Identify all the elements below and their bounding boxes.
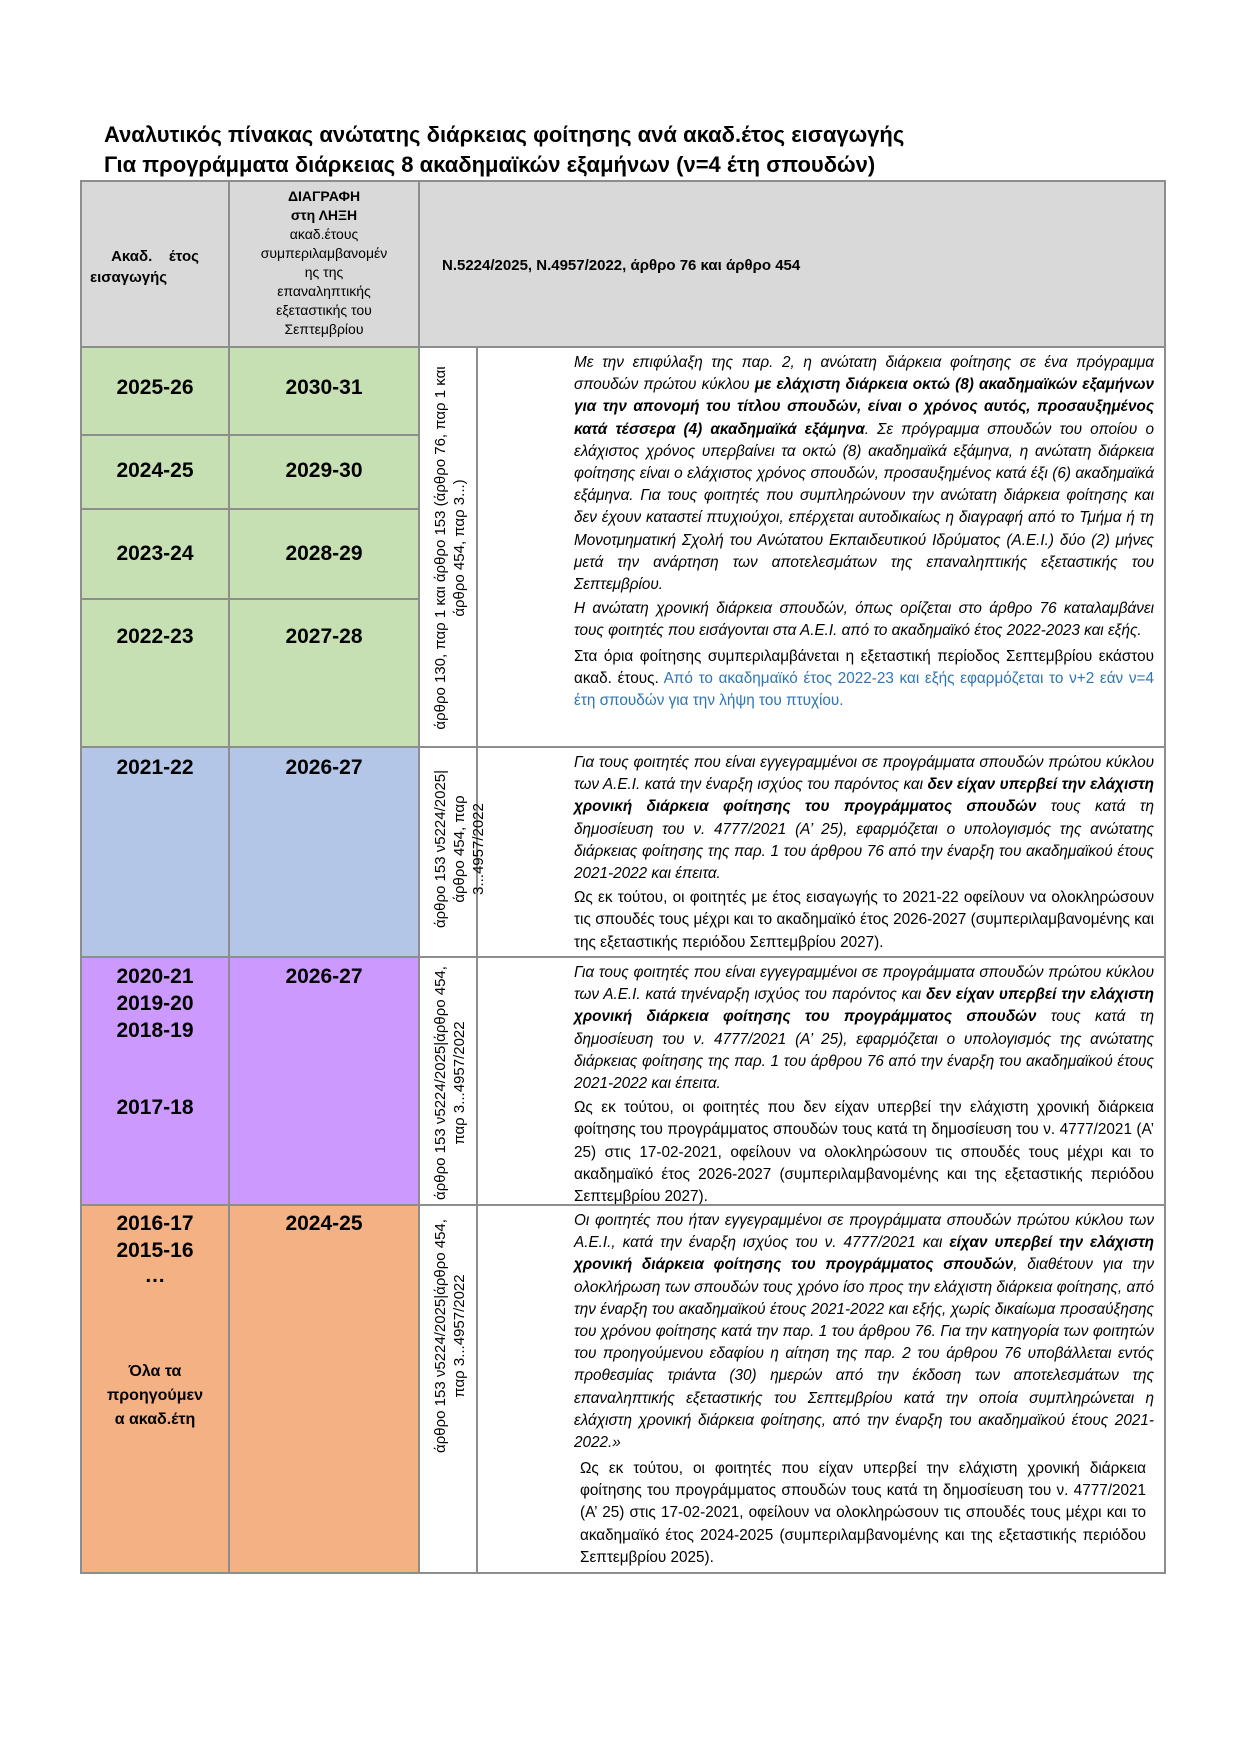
- g3-year-cell: [80, 956, 230, 1206]
- header-deletion-l8: Σεπτεμβρίου: [284, 321, 364, 337]
- page-title: Αναλυτικός πίνακας ανώτατης διάρκειας φοίτησης ανά ακαδ.έτος εισαγωγής: [104, 122, 905, 147]
- g4-all-prev-l1: Όλα τα: [128, 1363, 182, 1380]
- g4-year-3: …: [144, 1264, 166, 1287]
- g4-p1a: Οι φοιτητές που ήταν εγγεγραμμένοι σε προγράμματα σπουδών πρώτου κύκλου των Α.Ε.Ι., κατά την έναρξη ισχύος του ν. 4777/2021 και: [574, 1212, 1154, 1252]
- g1-deletion-col: [228, 346, 420, 748]
- g1-year-4: 2022-23: [116, 625, 194, 648]
- header-deletion-l4: συμπεριλαμβανομέν: [260, 245, 388, 261]
- g2-ref-cell: [418, 746, 487, 958]
- g3-p1a: Για τους φοιτητές που είναι εγγεγραμμένοι σε προγράμματα σπουδών πρώτου κύκλου των Α.Ε.Ι. κατά τηνέναρξη ισχύος του παρόντος και: [574, 964, 1154, 1004]
- g2-text-cell: [476, 746, 1166, 958]
- g3-deletion: 2026-27: [285, 965, 363, 988]
- header-law-text: Ν.5224/2025, Ν.4957/2022, άρθρο 76 και άρθρο 454: [442, 257, 801, 274]
- g3-year-1: 2020-21: [116, 965, 194, 988]
- g1-p3b: Από το ακαδημαϊκό έτος 2022-23 και εξής εφαρμόζεται το ν+2 εάν ν=4 έτη σπουδών για την λήψη του πτυχίου.: [574, 669, 1154, 710]
- g4-p2: Ως εκ τούτου, οι φοιτητές που είχαν υπερβεί την ελάχιστη χρονική διάρκεια φοίτησης του προγράμματος σπουδών τους κατά τη δημοσίευση του ν. 4777/2021 (Α’ 25) στις 17-02-2021, οφείλουν να ολοκληρώσουν τις σπουδές τους μέχρι και το ακαδημαϊκό έτος 2024-2025 (συμπεριλαμβανομένης και της εξεταστικής περιόδου Σεπτεμβρίου 2025).: [580, 1460, 1146, 1566]
- g2-p1c: τους κατά τη δημοσίευση του ν. 4777/2021 (Α’ 25), εφαρμόζεται ο υπολογισμός της ανώτατης διάρκειας φοίτησης της παρ. 1 του άρθρου 76 από την έναρξη του ακαδημαϊκού έτους 2021-2022 και έπειτα.: [574, 798, 1154, 883]
- g4-all-prev-l3: α ακαδ.έτη: [114, 1411, 196, 1428]
- g1-year-2: 2024-25: [116, 459, 194, 482]
- g1-deletion-3: 2028-29: [285, 542, 363, 565]
- g3-year-b: 2017-18: [116, 1096, 194, 1119]
- page-subtitle: Για προγράμματα διάρκειας 8 ακαδημαϊκών εξαμήνων (ν=4 έτη σπουδών): [104, 152, 876, 177]
- header-col-year: [80, 180, 230, 348]
- header-deletion-l5: ης της: [304, 264, 344, 280]
- g1-deletion-1: 2030-31: [285, 376, 363, 399]
- g2-ref-text: άρθρο 153 ν5224/2025|άρθρο 454, παρ 3...4957/2022: [432, 769, 487, 929]
- header-year-label-a: Ακαδ. έτος: [111, 248, 199, 265]
- header-year-label-b: εισαγωγής: [90, 269, 168, 286]
- header-deletion-l1: ΔΙΑΓΡΑΦΗ: [287, 188, 361, 204]
- g4-ref-cell: [418, 1204, 478, 1574]
- g3-year-3: 2018-19: [116, 1019, 194, 1042]
- g4-year-cell: [80, 1204, 230, 1574]
- g2-p2: Ως εκ τούτου, οι φοιτητές με έτος εισαγωγής το 2021-22 οφείλουν να ολοκληρώσουν τις σπουδές τους μέχρι και το ακαδημαϊκό έτος 2026-2027 (συμπεριλαμβανομένης και της εξεταστικής περιόδου Σεπτεμβρίου 2027).: [574, 889, 1154, 951]
- g3-p1c: τους κατά τη δημοσίευση του ν. 4777/2021 (Α’ 25), εφαρμόζεται ο υπολογισμός της ανώτατης διάρκειας φοίτησης της παρ. 1 του άρθρου 76 από την έναρξη του ακαδημαϊκού έτους 2021-2022 και έπειτα.: [574, 1008, 1154, 1093]
- g2-deletion: 2026-27: [285, 756, 363, 779]
- g4-year-1: 2016-17: [116, 1212, 194, 1235]
- header-deletion-l2: στη ΛΗΞΗ: [290, 207, 358, 223]
- g4-deletion: 2024-25: [285, 1212, 363, 1235]
- g3-p2: Ως εκ τούτου, οι φοιτητές που δεν είχαν υπερβεί την ελάχιστη χρονική διάρκεια φοίτησης του προγράμματος σπουδών τους κατά τη δημοσίευση του ν. 4777/2021 (Α’ 25) στις 17-02-2021, οφείλουν να ολοκληρώσουν τις σπουδές τους μέχρι και το ακαδημαϊκό έτος 2026-2027 (συμπεριλαμβανομένης και της εξεταστικής περιόδου Σεπτεμβρίου 2027).: [574, 1099, 1154, 1206]
- g2-year: 2021-22: [116, 756, 194, 779]
- header-deletion-l6: επαναληπτικής: [277, 283, 371, 299]
- g3-p1b: δεν είχαν υπερβεί την ελάχιστη χρονική διάρκεια φοίτησης του προγράμματος σπουδών: [574, 986, 1154, 1026]
- g1-deletion-2: 2029-30: [285, 459, 363, 482]
- g3-deletion-cell: [228, 956, 420, 1206]
- g1-text-cell: [476, 346, 1166, 748]
- g1-p1b: με ελάχιστη διάρκεια οκτώ (8) ακαδημαϊκών εξαμήνων για την απονομή του τίτλου σπουδών, είναι ο χρόνος αυτός, προσαυξημένος κατά τέσσερα (4) ακαδημαϊκά εξάμηνα: [574, 376, 1154, 438]
- g1-year-1: 2025-26: [116, 376, 194, 399]
- header-deletion-l3: ακαδ.έτους: [289, 226, 359, 242]
- g3-ref-text: άρθρο 153 ν5224/2025|άρθρο 454, παρ 3...4957/2022: [432, 966, 468, 1200]
- g1-p1c: . Σε πρόγραμμα σπουδών του οποίου ο ελάχιστος χρόνος υπερβαίνει τα οκτώ (8) ακαδημαϊκά εξάμηνα, η ανώτατη διάρκεια φοίτησης είναι ο ελάχιστος χρόνος σπουδών, προσαυξημένος κατά έξι (6) ακαδημαϊκά εξάμηνα. Για τους φοιτητές που συμπληρώνουν την ανώτατη διάρκεια φοίτησης και δεν έχουν καταστεί πτυχιούχοι, επέρχεται αυτοδικαίως η διαγραφή από το Τμήμα ή τη Μονοτμηματική Σχολή του Ανώτατου Εκπαιδευτικού Ιδρύματος (Α.Ε.Ι.) δύο (2) μήνες μετά την ανάρτηση των αποτελεσμάτων της επαναληπτικής εξεταστικής του Σεπτεμβρίου.: [574, 420, 1154, 594]
- g4-deletion-cell: [228, 1204, 420, 1574]
- g1-year-col: [80, 346, 230, 748]
- g4-year-2: 2015-16: [116, 1239, 194, 1262]
- g3-text-cell: [476, 956, 1166, 1206]
- g1-p2: Η ανώτατη χρονική διάρκεια σπουδών, όπως ορίζεται στο άρθρο 76 καταλαμβάνει τους φοιτητές που εισάγονται στα Α.Ε.Ι. από το ακαδημαϊκό έτος 2022-2023 και εξής.: [574, 600, 1154, 640]
- g1-p1a: Με την επιφύλαξη της παρ. 2, η ανώτατη διάρκεια φοίτησης σε ένα πρόγραμμα σπουδών πρώτου κύκλου: [574, 354, 1154, 394]
- g3-ref-cell: [418, 956, 478, 1206]
- g2-deletion-cell: [228, 746, 420, 958]
- header-col-law: [418, 180, 1166, 348]
- g4-text-cell: [476, 1204, 1166, 1574]
- g3-year-2: 2019-20: [116, 992, 194, 1015]
- g4-p1c: , διαθέτουν για την ολοκλήρωση των σπουδών τους χρόνο ίσο προς την ελάχιστη διάρκεια φοίτησης, από την έναρξη του ακαδημαϊκού έτους 2021-2022 και εξής, χωρίς δικαίωμα προσαύξησης του χρόνου φοίτησης κατά την παρ. 1 του άρθρου 76. Για την κατηγορία των φοιτητών του προηγούμενου εδαφίου η αίτηση της παρ. 2 του άρθρου 76 υποβάλλεται εντός προθεσμίας τριάντα (30) ημερών από την έκδοση των αποτελεσμάτων της επαναληπτικής εξεταστικής του Σεπτεμβρίου κατά την οποία συμπληρώνεται η ελάχιστη χρονική διάρκεια φοίτησης, από την έναρξη του ακαδημαϊκού έτους 2021-2022.»: [574, 1256, 1154, 1452]
- g1-ref-text: άρθρο 130, παρ 1 και άρθρο 153 (άρθρο 76, παρ 1 και άρθρο 454, παρ 3...): [432, 366, 468, 730]
- g4-all-prev-l2: προηγούμεν: [107, 1387, 203, 1404]
- header-deletion-l7: εξεταστικής του: [276, 302, 372, 318]
- g2-p1b: δεν είχαν υπερβεί την ελάχιστη χρονική διάρκεια φοίτησης του προγράμματος σπουδών: [574, 776, 1154, 816]
- g2-p1a: Για τους φοιτητές που είναι εγγεγραμμένοι σε προγράμματα σπουδών πρώτου κύκλου των Α.Ε.Ι. κατά την έναρξη ισχύος του παρόντος και: [574, 754, 1154, 794]
- g1-year-3: 2023-24: [116, 542, 194, 565]
- g1-deletion-4: 2027-28: [285, 625, 363, 648]
- header-col-deletion: [228, 180, 420, 348]
- g4-ref-text: άρθρο 153 ν5224/2025|άρθρο 454, παρ 3...4957/2022: [432, 1219, 468, 1453]
- duration-table: [80, 180, 1166, 1574]
- g2-year-cell: [80, 746, 230, 958]
- g4-p1b: είχαν υπερβεί την ελάχιστη χρονική διάρκεια φοίτησης του προγράμματος σπουδών: [574, 1234, 1154, 1274]
- g1-ref-cell: [418, 346, 478, 748]
- g1-p3a: Στα όρια φοίτησης συμπεριλαμβάνεται η εξεταστική περίοδος Σεπτεμβρίου εκάστου ακαδ. έτους.: [574, 647, 1154, 687]
